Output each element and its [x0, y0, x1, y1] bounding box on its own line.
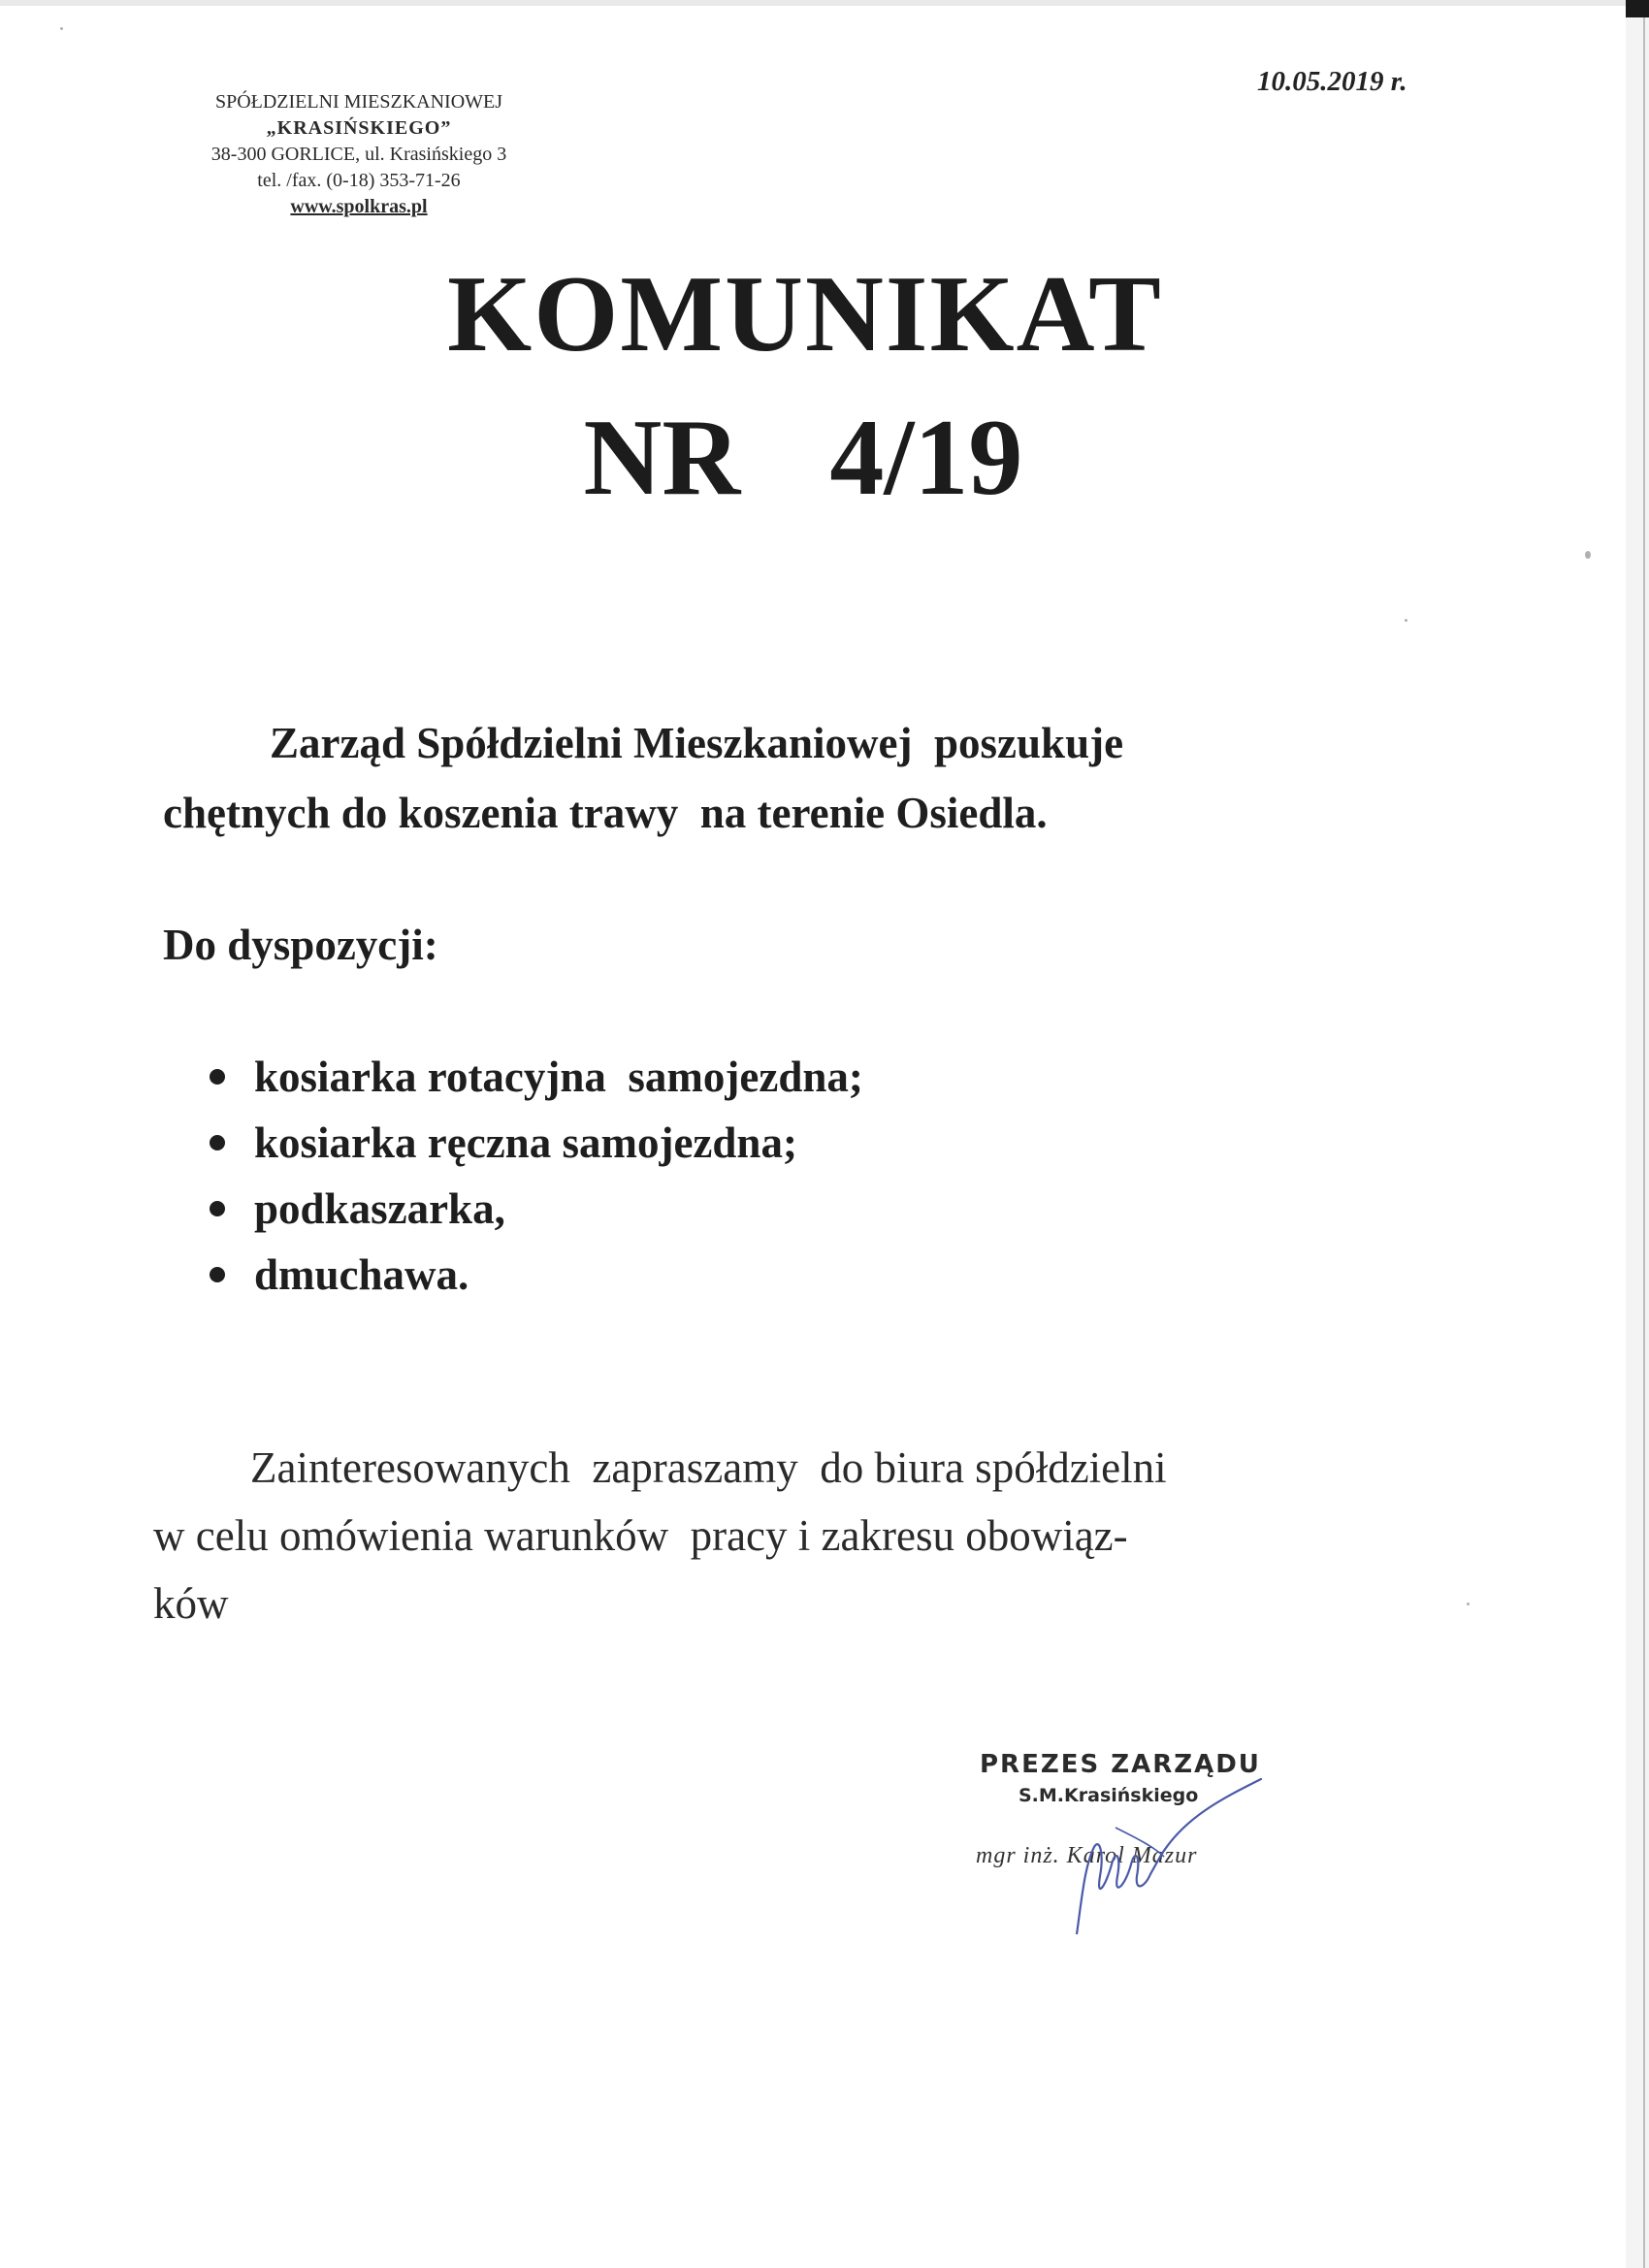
letterhead-name: „KRASIŃSKIEGO” [266, 117, 452, 139]
equipment-heading: Do dyspozycji: [163, 921, 438, 969]
letterhead-website: www.spolkras.pl [290, 196, 428, 217]
bullet-icon [210, 1201, 225, 1216]
scan-speck [1405, 619, 1407, 622]
list-item-label: kosiarka ręczna samojezdna; [254, 1118, 797, 1167]
list-item [204, 1044, 863, 1110]
list-item [204, 1176, 863, 1242]
letterhead-phone: tel. /fax. (0-18) 353-71-26 [257, 170, 461, 191]
stamp-signatory: mgr inż. Karol Mazur [976, 1843, 1198, 1868]
closing-line: Zainteresowanych zapraszamy do biura spółdzielni [250, 1443, 1167, 1492]
scan-speck [1585, 551, 1591, 559]
bullet-icon [210, 1267, 225, 1282]
lead-paragraph [163, 708, 1366, 848]
stamp-organization: S.M.Krasińskiego [1018, 1785, 1199, 1806]
scan-speck [60, 27, 63, 30]
equipment-list [204, 1044, 863, 1308]
document-number: NR 4/19 [583, 398, 1023, 518]
bullet-icon [210, 1069, 225, 1085]
closing-paragraph [153, 1434, 1405, 1637]
scan-speck [1467, 1603, 1470, 1605]
scan-corner-mark [1626, 0, 1649, 17]
stamp-title: PREZES ZARZĄDU [980, 1750, 1261, 1779]
handwritten-signature-icon [970, 1740, 1319, 1934]
list-item-label: podkaszarka, [254, 1184, 505, 1233]
list-item-label: kosiarka rotacyjna samojezdna; [254, 1053, 863, 1101]
list-item [204, 1110, 863, 1176]
document-title: KOMUNIKAT [447, 254, 1163, 374]
lead-line: Zarząd Spółdzielni Mieszkaniowej poszukuje [270, 719, 1124, 767]
document-date: 10.05.2019 r. [1257, 66, 1407, 97]
list-item [204, 1242, 863, 1308]
letterhead-org: SPÓŁDZIELNI MIESZKANIOWEJ [214, 91, 503, 113]
scan-edge-line [1643, 17, 1645, 2268]
scan-edge-top [0, 0, 1649, 6]
bullet-icon [210, 1135, 225, 1150]
lead-line: chętnych do koszenia trawy na terenie Osiedla. [163, 789, 1048, 837]
letterhead-address: 38-300 GORLICE, ul. Krasińskiego 3 [210, 144, 507, 165]
signature-stamp [970, 1740, 1319, 1934]
list-item-label: dmuchawa. [254, 1250, 469, 1299]
closing-line: w celu omówienia warunków pracy i zakresu obowiąz- [153, 1511, 1128, 1560]
closing-line: ków [153, 1579, 229, 1628]
letterhead [155, 89, 563, 220]
